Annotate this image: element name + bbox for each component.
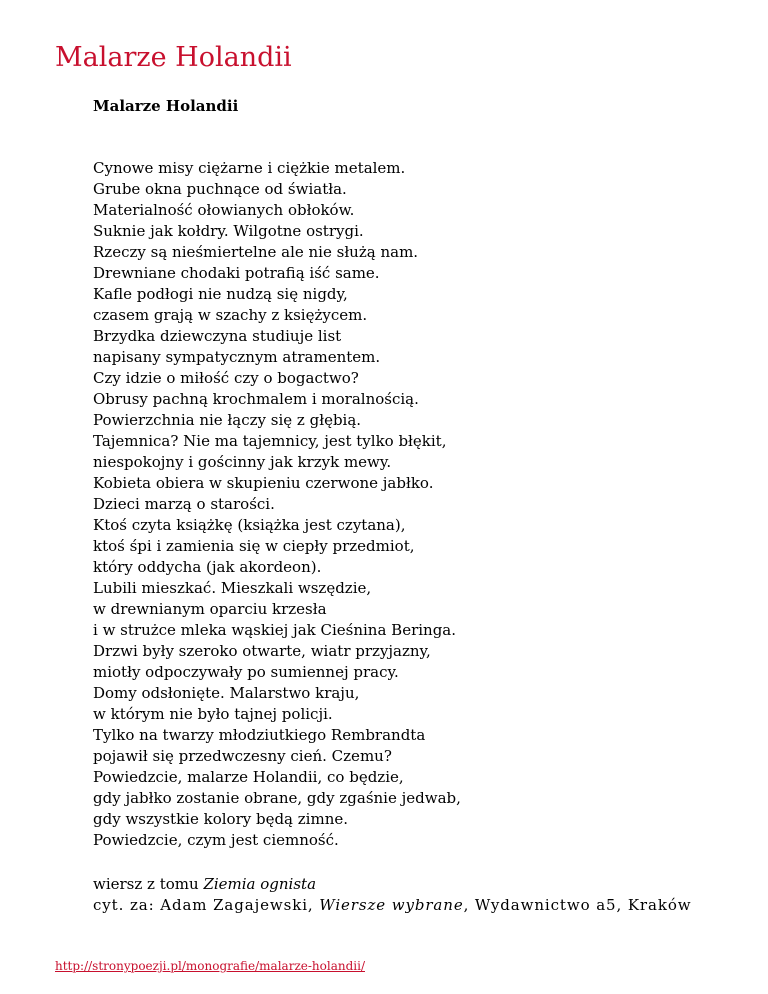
- poem-line: Lubili mieszkać. Mieszkali wszędzie,: [93, 579, 372, 597]
- poem-line: gdy jabłko zostanie obrane, gdy zgaśnie jedwab,: [93, 789, 461, 807]
- page-title: Malarze Holandii: [55, 42, 292, 73]
- poem-line: Kobieta obiera w skupieniu czerwone jabłko.: [93, 474, 434, 492]
- poem-line: Drzwi były szeroko otwarte, wiatr przyjazny,: [93, 642, 431, 660]
- poem-line: Ktoś czyta książkę (książka jest czytana),: [93, 516, 406, 534]
- poem-line: Suknie jak kołdry. Wilgotne ostrygi.: [93, 222, 364, 240]
- poem-line: Powierzchnia nie łączy się z głębią.: [93, 411, 362, 429]
- citation-suffix: , Wydawnictwo a5, Kraków: [463, 896, 692, 914]
- poem-line: Czy idzie o miłość czy o bogactwo?: [93, 369, 359, 387]
- poem-line: Brzydka dziewczyna studiuje list: [93, 327, 342, 345]
- poem-line: w drewnianym oparciu krzesła: [93, 600, 327, 618]
- citation-prefix: cyt. za: Adam Zagajewski,: [93, 896, 320, 914]
- poem-line: Tylko na twarzy młodziutkiego Rembrandta: [93, 726, 426, 744]
- poem-line: Cynowe misy ciężarne i ciężkie metalem.: [93, 159, 406, 177]
- poem-line: Drewniane chodaki potrafią iść same.: [93, 264, 380, 282]
- source-note-prefix: wiersz z tomu: [93, 875, 204, 893]
- poem-line: miotły odpoczywały po sumiennej pracy.: [93, 663, 399, 681]
- poem-line: i w strużce mleka wąskiej jak Cieśnina Beringa.: [93, 621, 457, 639]
- source-book-title: Ziemia ognista: [203, 875, 317, 893]
- poem-line: pojawił się przedwczesny cień. Czemu?: [93, 747, 392, 765]
- poem-line: Powiedzcie, czym jest ciemność.: [93, 831, 339, 849]
- poem-line: Obrusy pachną krochmalem i moralnością.: [93, 390, 419, 408]
- poem-line: Rzeczy są nieśmiertelne ale nie służą nam.: [93, 243, 419, 261]
- poem-line: niespokojny i gościnny jak krzyk mewy.: [93, 453, 392, 471]
- poem-text: [93, 158, 461, 851]
- poem-line: Kafle podłogi nie nudzą się nigdy,: [93, 285, 348, 303]
- poem-line: czasem grają w szachy z księżycem.: [93, 306, 368, 324]
- poem-line: który oddycha (jak akordeon).: [93, 558, 322, 576]
- poem-line: Powiedzcie, malarze Holandii, co będzie,: [93, 768, 404, 786]
- poem-title: Malarze Holandii: [93, 97, 239, 115]
- poem-line: Dzieci marzą o starości.: [93, 495, 275, 513]
- source-note: [93, 874, 316, 895]
- poem-line: Domy odsłonięte. Malarstwo kraju,: [93, 684, 360, 702]
- citation: [93, 895, 692, 916]
- poem-line: Materialność ołowianych obłoków.: [93, 201, 355, 219]
- poem-line: Tajemnica? Nie ma tajemnicy, jest tylko błękit,: [93, 432, 447, 450]
- source-url-link[interactable]: http://stronypoezji.pl/monografie/malarze-holandii/: [55, 959, 365, 973]
- poem-line: gdy wszystkie kolory będą zimne.: [93, 810, 348, 828]
- poem-line: w którym nie było tajnej policji.: [93, 705, 333, 723]
- poem-line: napisany sympatycznym atramentem.: [93, 348, 381, 366]
- poem-line: ktoś śpi i zamienia się w ciepły przedmiot,: [93, 537, 415, 555]
- citation-title: Wiersze wybrane: [319, 896, 464, 914]
- poem-line: Grube okna puchnące od światła.: [93, 180, 347, 198]
